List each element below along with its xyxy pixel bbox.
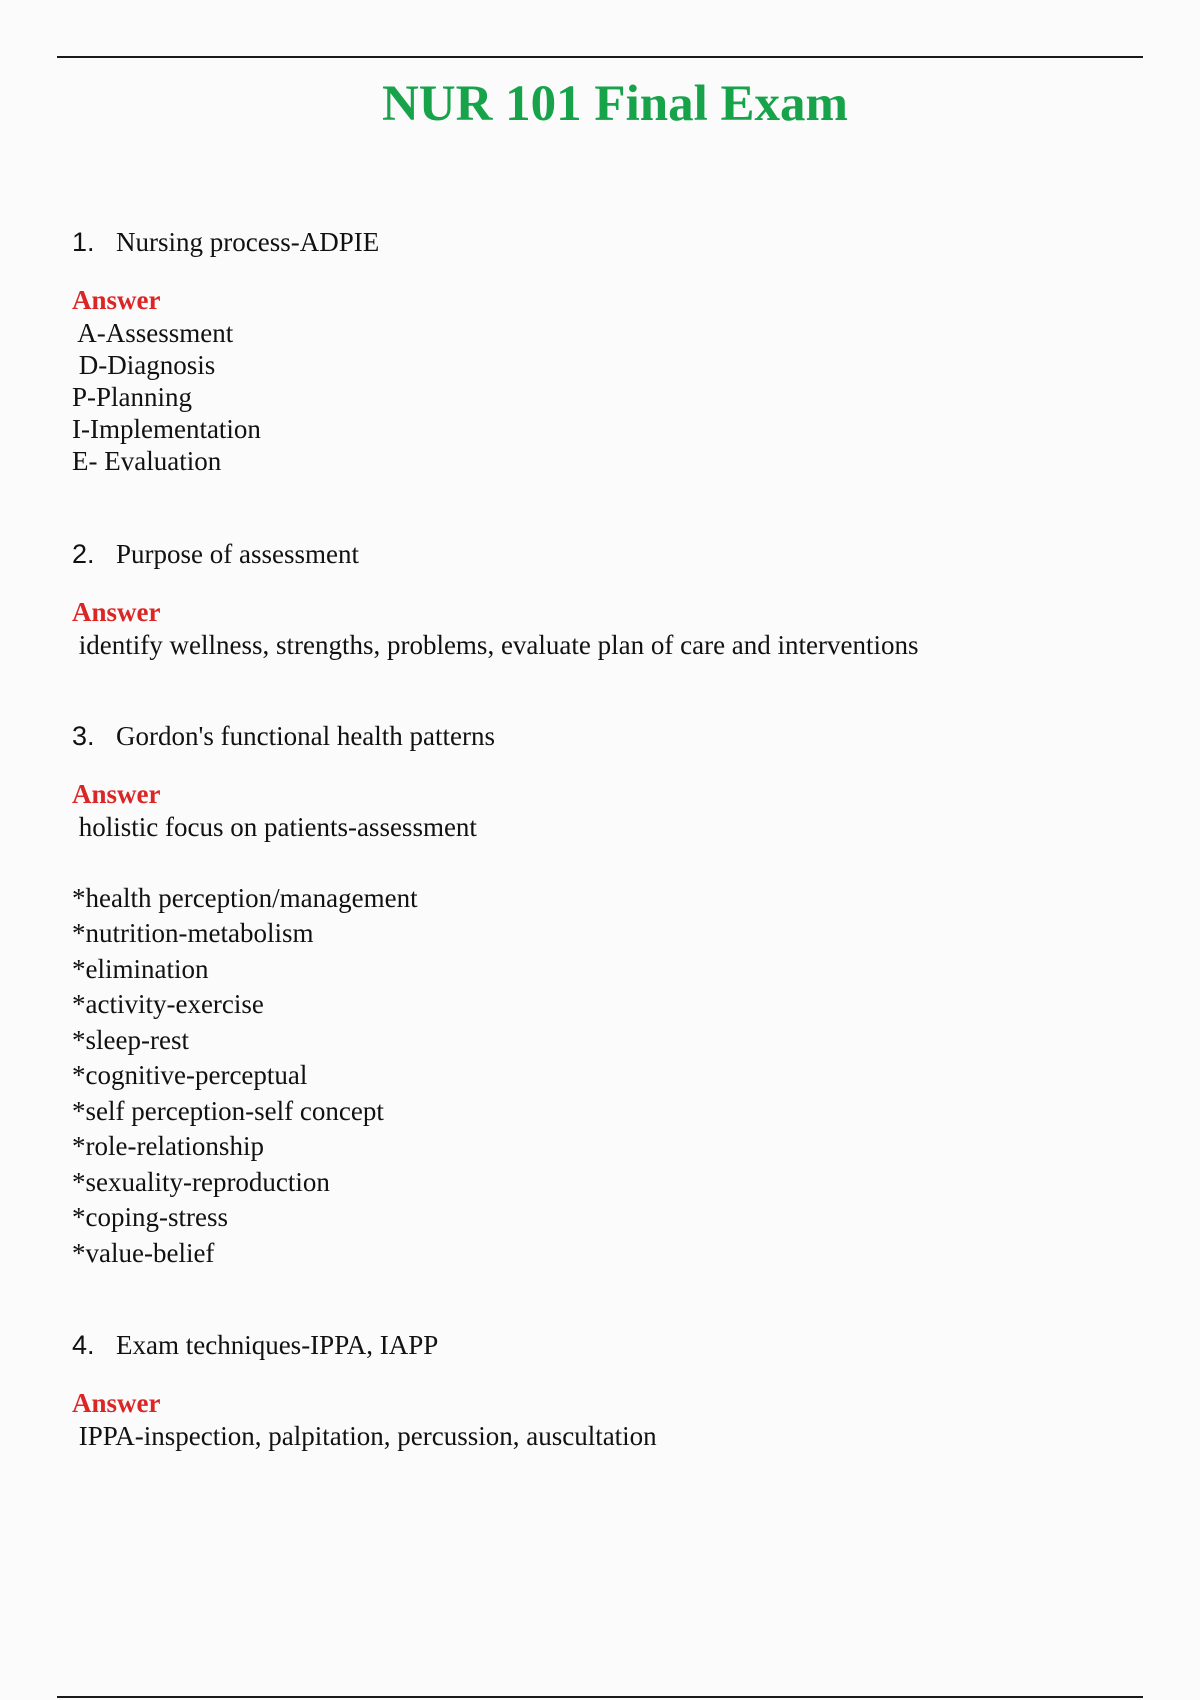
list-item: *elimination bbox=[72, 953, 209, 984]
question bbox=[72, 538, 1132, 570]
question-text: Exam techniques-IPPA, IAPP bbox=[116, 1330, 439, 1360]
bottom-rule bbox=[57, 1696, 1143, 1698]
answer-line: holistic focus on patients-assessment bbox=[72, 811, 477, 842]
list-item: *sleep-rest bbox=[72, 1024, 189, 1055]
question-text: Purpose of assessment bbox=[116, 539, 359, 569]
question-text: Nursing process-ADPIE bbox=[116, 227, 380, 257]
list-item: *health perception/management bbox=[72, 882, 418, 913]
question-text: Gordon's functional health patterns bbox=[116, 721, 496, 751]
list-item: *activity-exercise bbox=[72, 989, 264, 1020]
question-number: 3. bbox=[72, 721, 95, 751]
answer-line: E- Evaluation bbox=[72, 445, 222, 476]
list-item: *self perception-self concept bbox=[72, 1095, 384, 1126]
answer-line: I-Implementation bbox=[72, 413, 261, 444]
list-item: *sexuality-reproduction bbox=[72, 1166, 330, 1197]
list-item: *coping-stress bbox=[72, 1202, 228, 1233]
answer-label: Answer bbox=[72, 597, 161, 628]
page-title: NUR 101 Final Exam bbox=[381, 76, 849, 132]
question-block-2 bbox=[72, 538, 1132, 661]
list-item: *nutrition-metabolism bbox=[72, 918, 314, 949]
answer-line: IPPA-inspection, palpitation, percussion, auscultation bbox=[72, 1420, 657, 1451]
answer-line: P-Planning bbox=[72, 381, 193, 412]
answer-line: A-Assessment bbox=[72, 317, 234, 348]
answer-line: D-Diagnosis bbox=[72, 349, 216, 380]
top-rule bbox=[57, 56, 1143, 58]
question-block-1 bbox=[72, 226, 1132, 477]
list-item: *value-belief bbox=[72, 1237, 215, 1268]
question-block-4 bbox=[72, 1329, 1132, 1452]
question-number: 4. bbox=[72, 1330, 95, 1360]
list-item: *cognitive-perceptual bbox=[72, 1060, 308, 1091]
question-block-3 bbox=[72, 720, 1132, 1271]
question bbox=[72, 1329, 1132, 1361]
question bbox=[72, 226, 1132, 258]
answer-line: identify wellness, strengths, problems, evaluate plan of care and interventions bbox=[72, 629, 919, 660]
answer-label: Answer bbox=[72, 1388, 161, 1419]
answer-label: Answer bbox=[72, 779, 161, 810]
question-number: 2. bbox=[72, 539, 95, 569]
list-item: *role-relationship bbox=[72, 1131, 264, 1162]
question bbox=[72, 720, 1132, 752]
health-patterns-list bbox=[72, 881, 1132, 1272]
answer-label: Answer bbox=[72, 285, 161, 316]
question-number: 1. bbox=[72, 227, 95, 257]
